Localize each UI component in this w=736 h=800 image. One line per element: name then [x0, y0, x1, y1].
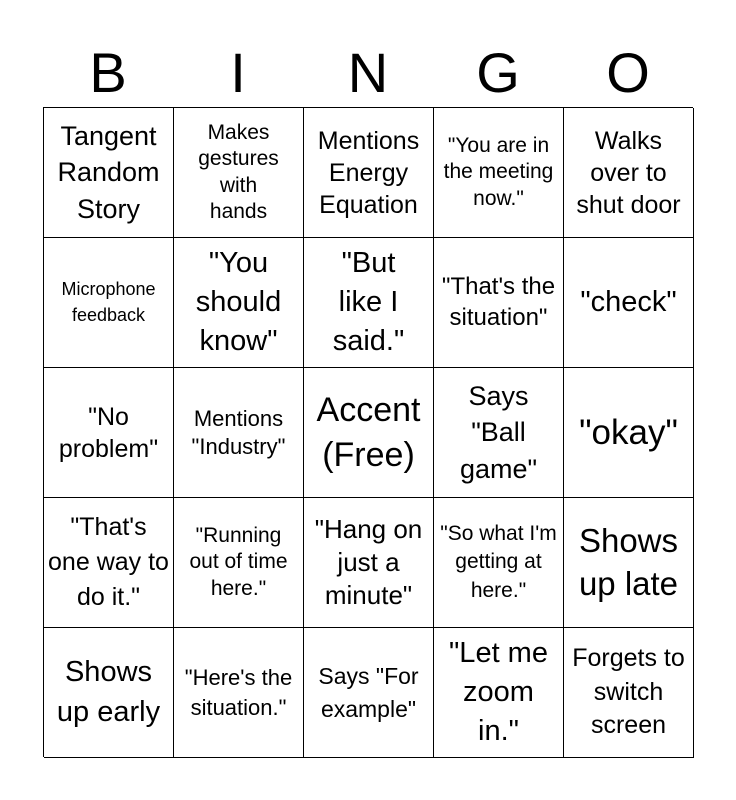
cell-text: Forgets to switch screen: [572, 643, 685, 740]
bingo-cell[interactable]: [434, 238, 564, 368]
bingo-cell[interactable]: [564, 108, 694, 238]
cell-text: "Running out of time here.": [189, 524, 288, 600]
bingo-header: [43, 42, 693, 104]
bingo-cell[interactable]: [434, 628, 564, 758]
cell-text: Accent (Free): [316, 391, 421, 474]
cell-text: Makes gestures with hands: [198, 121, 279, 223]
cell-text: "That's the situation": [441, 272, 556, 331]
bingo-cell[interactable]: [564, 628, 694, 758]
bingo-cell[interactable]: [174, 498, 304, 628]
cell-text: "okay": [579, 412, 678, 452]
bingo-cell[interactable]: [44, 108, 174, 238]
cell-text: "So what I'm getting at here.": [440, 521, 557, 602]
cell-text: Tangent Random Story: [57, 120, 160, 224]
cell-text: "Hang on just a minute": [314, 513, 423, 611]
bingo-cell[interactable]: [304, 628, 434, 758]
cell-text: Says "Ball game": [459, 380, 538, 484]
header-letter-o: O: [606, 41, 650, 104]
bingo-cell[interactable]: [434, 108, 564, 238]
cell-text: "Here's the situation.": [184, 664, 293, 720]
cell-text: Shows up late: [578, 521, 679, 602]
bingo-cell[interactable]: [564, 368, 694, 498]
cell-text: "But like I said.": [332, 246, 405, 358]
header-letter-i: I: [230, 41, 246, 104]
cell-text: "check": [580, 285, 677, 318]
bingo-cell[interactable]: [304, 238, 434, 368]
header-letter-n: N: [347, 41, 389, 104]
cell-text: Mentions Energy Equation: [317, 126, 420, 219]
bingo-cell[interactable]: [44, 238, 174, 368]
header-letter-b: B: [89, 41, 127, 104]
header-letter-g: G: [476, 41, 520, 104]
cell-text: Mentions "Industry": [191, 406, 286, 459]
bingo-cell[interactable]: [174, 628, 304, 758]
cell-text: Shows up early: [56, 656, 161, 728]
bingo-cell[interactable]: [174, 368, 304, 498]
cell-text: "You should know": [195, 246, 282, 358]
bingo-cell[interactable]: [44, 498, 174, 628]
bingo-cell[interactable]: [564, 238, 694, 368]
cell-text: Walks over to shut door: [576, 126, 681, 219]
cell-text: "Let me zoom in.": [449, 636, 548, 748]
bingo-card: [43, 107, 693, 757]
bingo-cell[interactable]: [434, 368, 564, 498]
bingo-cell[interactable]: [44, 368, 174, 498]
bingo-cell[interactable]: [304, 108, 434, 238]
cell-text: Says "For example": [318, 663, 419, 722]
bingo-cell[interactable]: [564, 498, 694, 628]
cell-text: "That's one way to do it.": [48, 513, 169, 611]
bingo-cell[interactable]: [434, 498, 564, 628]
cell-text: "You are in the meeting now.": [443, 134, 554, 210]
bingo-cell[interactable]: [304, 498, 434, 628]
bingo-cell[interactable]: [174, 238, 304, 368]
bingo-cell[interactable]: [174, 108, 304, 238]
cell-text: "No problem": [58, 402, 159, 463]
bingo-cell[interactable]: [304, 368, 434, 498]
cell-text: Microphone feedback: [61, 279, 156, 325]
bingo-cell[interactable]: [44, 628, 174, 758]
